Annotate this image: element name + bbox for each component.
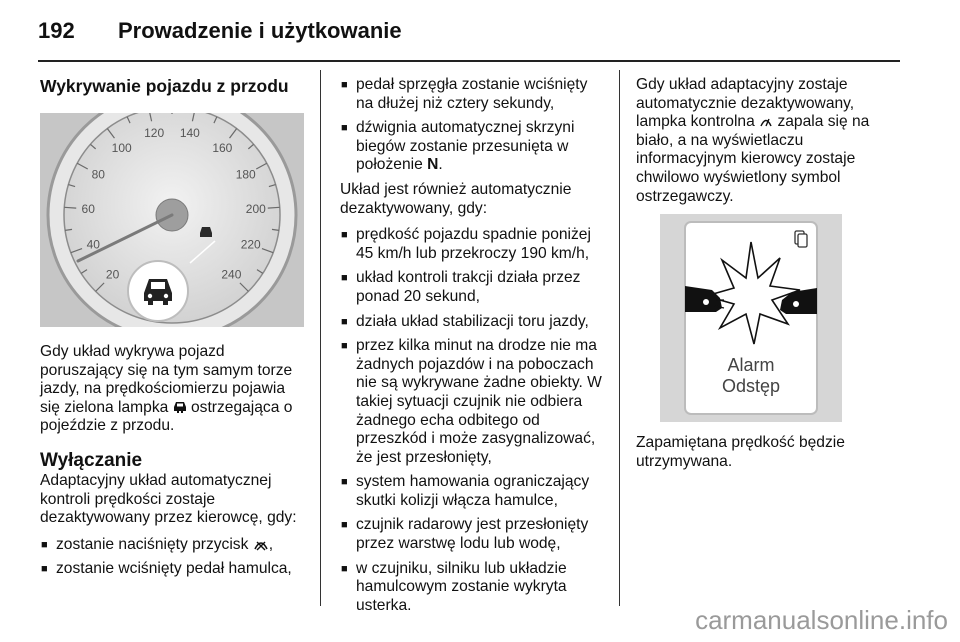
distance-label: Odstęp: [721, 376, 781, 397]
paragraph-auto-deactivated: Gdy układ adaptacyjny zostaje automatycznie dezaktywowany, lampka kontrolna zapala się na biało, a na wyświetlaczu informacyjnym kierowcy zostaje chwilowo wyświetlony symbol ostrzegawczy.: [636, 76, 870, 205]
gauge-tick-mark: [64, 207, 76, 208]
list-item: ■ pedał sprzęgła zostanie wciśnięty na dłużej niż cztery sekundy,: [340, 76, 606, 113]
gauge-tick-label: 160: [212, 140, 233, 155]
column-2: [340, 76, 606, 621]
gauge-tick-mark: [268, 207, 280, 208]
column-3: [636, 76, 906, 479]
gauge-tick-label: 80: [91, 167, 105, 182]
list-item: ■ czujnik radarowy jest przesłonięty przez warstwę lodu lub wodę,: [340, 516, 606, 553]
gauge-tick-label: 180: [235, 167, 256, 182]
page-header: [38, 18, 402, 44]
column-1: [40, 76, 308, 585]
cruise-control-lamp-icon: [759, 115, 773, 128]
section-heading: Wykrywanie pojazdu z przodu: [40, 76, 289, 96]
page-number: 192: [38, 18, 75, 43]
list-item: ■ w czujniku, silniku lub układzie hamulcowym zostanie wykryta usterka.: [340, 560, 606, 616]
gauge-tick-label: 240: [221, 267, 242, 282]
bullet-list-driver: [40, 536, 308, 579]
gauge-tick-label: 140: [179, 125, 200, 140]
gauge-tick-label: 220: [240, 237, 261, 252]
gauge-tick-label: 40: [86, 237, 100, 252]
list-item: ■ dźwignia automatycznej skrzyni biegów zostanie przesunięta w położenie N.: [340, 119, 606, 175]
bullet-list-continued: [340, 76, 606, 175]
watermark: carmanualsonline.info: [695, 605, 948, 635]
cruise-control-button-icon: [253, 539, 269, 551]
gauge-tick-label: 200: [245, 202, 266, 217]
list-item: ■ układ kontroli trakcji działa przez ponad 20 sekund,: [340, 269, 606, 306]
alarm-warning-illustration: [660, 214, 842, 422]
list-item: ■ zostanie wciśnięty pedał hamulca,: [40, 560, 308, 579]
paragraph-detection: Gdy układ wykrywa pojazd poruszający się na tym samym torze jazdy, na prędkościomierzu pojawia się zielona lampka ostrzegająca o pojeździe z przodu.: [40, 343, 293, 435]
column-divider-1: [320, 70, 321, 606]
paragraph-stored-speed: Zapamiętana prędkość będzie utrzymywana.: [636, 434, 845, 470]
gauge-tick-label: 20: [105, 267, 120, 282]
paragraph-deactivation: Adaptacyjny układ automatycznej kontroli prędkości zostaje dezaktywowany przez kierowcę, gdy:: [40, 471, 297, 527]
paragraph-auto-deactivation: Układ jest również automatycznie dezaktywowany, gdy:: [340, 180, 572, 217]
car-indicator-small-icon: [200, 227, 212, 237]
gauge-tick-label: 60: [81, 202, 95, 217]
gauge-tick-label: 100: [111, 140, 132, 155]
gear-position-n: N: [427, 156, 439, 174]
gauge-tick-label: 120: [144, 125, 165, 140]
list-item: ■ działa układ stabilizacji toru jazdy,: [340, 313, 606, 332]
list-item: ■ przez kilka minut na drodze nie ma żadnych pojazdów i na poboczach nie są wykrywane żadne obiekty. W takiej sytuacji czujnik nie odbiera żadnego echa odbitego od przeszkód i może zasygnalizować, że jest przesłonięty,: [340, 337, 606, 467]
page-title: Prowadzenie i użytkowanie: [118, 18, 402, 43]
speedometer-illustration: [40, 113, 304, 327]
header-rule: [38, 60, 900, 62]
alarm-label: Alarm: [727, 355, 775, 376]
column-divider-2: [619, 70, 620, 606]
list-item: ■ prędkość pojazdu spadnie poniżej 45 km/h lub przekroczy 190 km/h,: [340, 226, 606, 263]
bullet-list-auto: [340, 226, 606, 615]
list-item: ■ system hamowania ograniczający skutki kolizji włącza hamulce,: [340, 473, 606, 510]
car-indicator-icon: [173, 401, 187, 414]
list-item: ■ zostanie naciśnięty przycisk ,: [40, 536, 308, 555]
subheading-deactivation: Wyłączanie: [40, 449, 143, 471]
